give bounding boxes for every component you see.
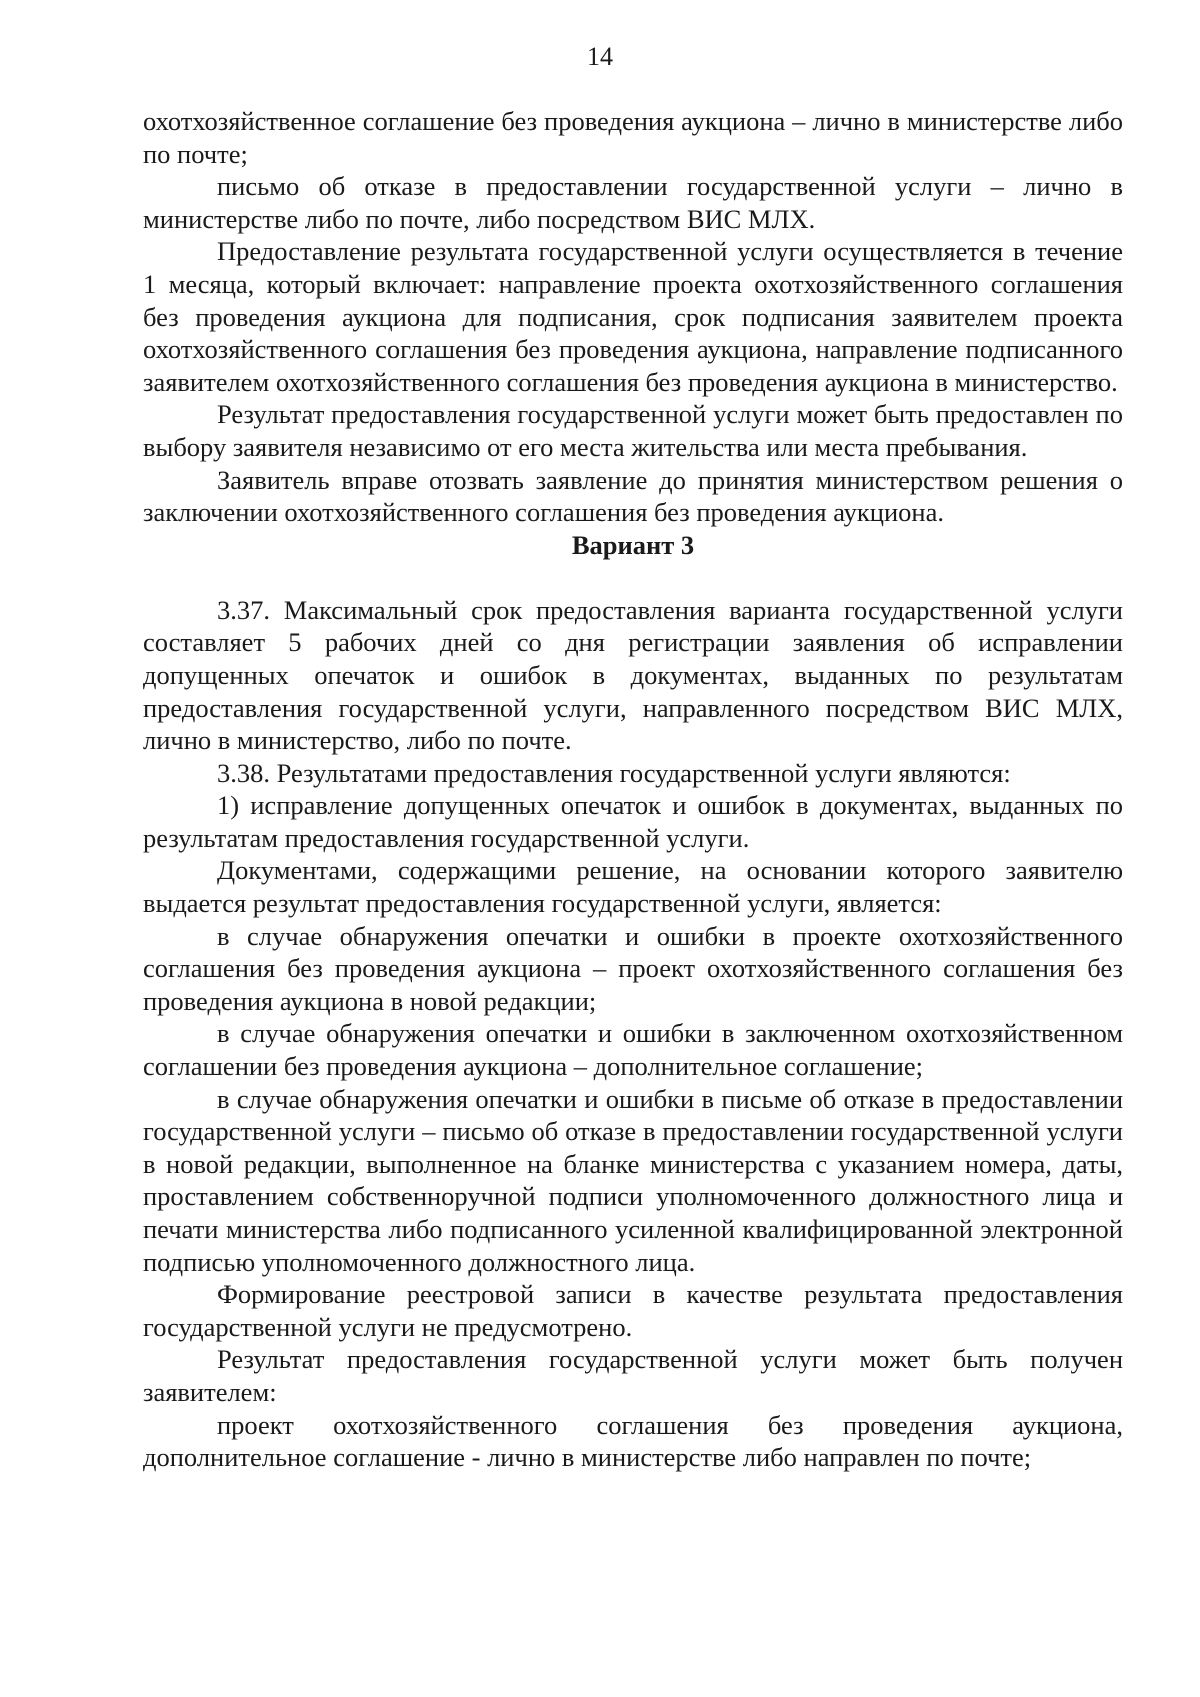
document-body (143, 105, 1123, 1474)
paragraph-hunting-agreement-delivery: охотхозяйственное соглашение без проведения аукциона – лично в министерстве либо по почте; (143, 106, 1123, 169)
paragraph-3-38: 3.38. Результатами предоставления государственной услуги являются: (217, 757, 1011, 788)
paragraph-registry-record: Формирование реестровой записи в качестве результата предоставления государственной услуги не предусмотрено. (143, 1279, 1123, 1342)
paragraph-case-draft-error: в случае обнаружения опечатки и ошибки в проекте охотхозяйственного соглашения без проведения аукциона – проект охотхозяйственного соглашения без проведения аукциона в новой редакции; (143, 920, 1123, 1016)
paragraph-decision-documents: Документами, содержащими решение, на основании которого заявителю выдается результат предоставления государственной услуги, является: (143, 855, 1123, 919)
paragraph-case-refusal-error: в случае обнаружения опечатки и ошибки в письме об отказе в предоставлении государственной услуги – письмо об отказе в предоставлении государственной услуги в новой редакции, выполненное на бланке министерства с указанием номера, даты, проставлением собственноручной подписи уполномоченного должностного лица и печати министерства либо подписанного усиленной квалифицированной электронной подписью уполномоченного должностного лица. (143, 1083, 1123, 1277)
paragraph-result-by-choice: Результат предоставления государственной услуги может быть предоставлен по выбору заявителя независимо от его места жительства или места пребывания. (143, 399, 1123, 462)
section-heading-variant-3: Вариант 3 (571, 529, 695, 560)
paragraph-result-receipt: Результат предоставления государственной услуги может быть получен заявителем: (143, 1344, 1123, 1407)
paragraph-refusal-letter-delivery: письмо об отказе в предоставлении государственной услуги – лично в министерстве либо по почте, либо посредством ВИС МЛХ. (143, 171, 1123, 234)
page-number: 14 (587, 42, 613, 71)
paragraph-3-37: 3.37. Максимальный срок предоставления варианта государственной услуги составляет 5 рабочих дней со дня регистрации заявления об исправлении допущенных опечаток и ошибок в документах, выданных по результатам предоставления государственной услуги, направленного посредством ВИС МЛХ, лично в министерство, либо по почте. (143, 594, 1123, 756)
list-item-correction: 1) исправление допущенных опечаток и ошибок в документах, выданных по результатам предоставления государственной услуги. (143, 790, 1123, 853)
paragraph-result-term: Предоставление результата государственной услуги осуществляется в течение 1 месяца, который включает: направление проекта охотхозяйственного соглашения без проведения аукциона для подписания, срок подписания заявителем проекта охотхозяйственного соглашения без проведения аукциона, направление подписанного заявителем охотхозяйственного соглашения без проведения аукциона в министерство. (143, 236, 1123, 397)
paragraph-case-concluded-error: в случае обнаружения опечатки и ошибки в заключенном охотхозяйственном соглашении без проведения аукциона – дополнительное соглашение; (143, 1018, 1123, 1082)
paragraph-draft-delivery: проект охотхозяйственного соглашения без проведения аукциона, дополнительное соглашение - лично в министерстве либо направлен по почте; (143, 1409, 1123, 1473)
paragraph-application-withdrawal: Заявитель вправе отозвать заявление до принятия министерством решения о заключении охотхозяйственного соглашения без проведения аукциона. (143, 464, 1123, 528)
